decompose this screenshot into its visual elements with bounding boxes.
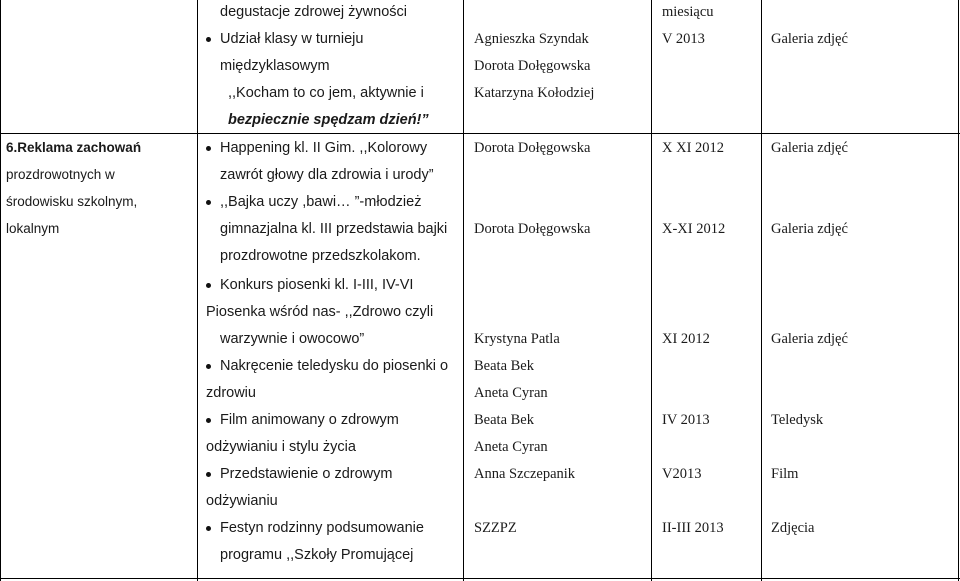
- documentation-text: Zdjęcia: [771, 520, 815, 536]
- column-divider-2: [463, 0, 464, 581]
- activity-text: programu ,,Szkoły Promującej: [220, 547, 414, 563]
- row-divider: [0, 133, 960, 134]
- table-border-bottom: [0, 578, 960, 579]
- activity-text: gimnazjalna kl. III przedstawia bajki: [220, 221, 448, 237]
- responsible-name: Dorota Dołęgowska: [474, 140, 591, 156]
- bullet-icon: [206, 526, 211, 531]
- responsible-name: Aneta Cyran: [474, 385, 548, 401]
- date-text: V2013: [662, 466, 702, 482]
- documentation-text: Film: [771, 466, 799, 482]
- activity-text: Festyn rodzinny podsumowanie: [220, 520, 424, 536]
- table-border-left: [0, 0, 1, 581]
- bullet-icon: [206, 418, 211, 423]
- activity-text: prozdrowotne przedszkolakom.: [220, 248, 421, 264]
- documentation-text: Galeria zdjęć: [771, 140, 848, 156]
- column-divider-3: [651, 0, 652, 581]
- responsible-name: Dorota Dołęgowska: [474, 221, 591, 237]
- responsible-name: Agnieszka Szyndak: [474, 31, 589, 47]
- category-line: 6.Reklama zachowań: [6, 140, 142, 155]
- date-text: V 2013: [662, 31, 705, 47]
- bullet-icon: [206, 37, 211, 42]
- bullet-icon: [206, 146, 211, 151]
- documentation-text: Teledysk: [771, 412, 824, 428]
- bullet-icon: [206, 200, 211, 205]
- category-line: prozdrowotnych w: [6, 167, 115, 182]
- responsible-name: Beata Bek: [474, 358, 534, 374]
- category-line: środowisku szkolnym,: [6, 194, 138, 209]
- date-text: X-XI 2012: [662, 221, 726, 237]
- bullet-icon: [206, 283, 211, 288]
- responsible-name: Aneta Cyran: [474, 439, 548, 455]
- activity-text: odżywianiu i stylu życia: [206, 439, 356, 455]
- date-text: IV 2013: [662, 412, 710, 428]
- activity-text: zdrowiu: [206, 385, 256, 401]
- date-text: XI 2012: [662, 331, 710, 347]
- documentation-text: Galeria zdjęć: [771, 221, 848, 237]
- column-divider-1: [197, 0, 198, 581]
- activity-text: Przedstawienie o zdrowym: [220, 466, 393, 482]
- documentation-text: Galeria zdjęć: [771, 331, 848, 347]
- responsible-name: Krystyna Patla: [474, 331, 560, 347]
- activity-text: Udział klasy w turnieju: [220, 31, 364, 47]
- activity-text: degustacje zdrowej żywności: [220, 4, 407, 20]
- activity-text: ,,Kocham to co jem, aktywnie i: [228, 85, 424, 101]
- activity-text: bezpiecznie spędzam dzień!”: [228, 112, 429, 128]
- activity-text: międzyklasowym: [220, 58, 330, 74]
- date-text: II-III 2013: [662, 520, 724, 536]
- activity-text: Film animowany o zdrowym: [220, 412, 399, 428]
- responsible-name: Anna Szczepanik: [474, 466, 576, 482]
- date-text: X XI 2012: [662, 140, 725, 156]
- activity-text: Piosenka wśród nas- ,,Zdrowo czyli: [206, 304, 434, 320]
- activity-text: Happening kl. II Gim. ,,Kolorowy: [220, 140, 428, 156]
- activity-text: Nakręcenie teledysku do piosenki o: [220, 358, 449, 374]
- responsible-name: Katarzyna Kołodziej: [474, 85, 595, 101]
- activity-text: warzywnie i owocowo”: [220, 331, 365, 347]
- responsible-name: Dorota Dołęgowska: [474, 58, 591, 74]
- date-text: miesiącu: [662, 4, 714, 20]
- table-border-right: [958, 0, 959, 581]
- responsible-name: Beata Bek: [474, 412, 534, 428]
- bullet-icon: [206, 364, 211, 369]
- activity-text: ,,Bajka uczy ,bawi… ”-młodzież: [220, 194, 422, 210]
- column-divider-4: [761, 0, 762, 581]
- responsible-name: SZZPZ: [474, 520, 517, 536]
- activity-text: Konkurs piosenki kl. I-III, IV-VI: [220, 277, 414, 293]
- activity-text: zawrót głowy dla zdrowia i urody”: [220, 167, 434, 183]
- bullet-icon: [206, 472, 211, 477]
- documentation-text: Galeria zdjęć: [771, 31, 848, 47]
- category-line: lokalnym: [6, 221, 60, 236]
- activity-text: odżywianiu: [206, 493, 278, 509]
